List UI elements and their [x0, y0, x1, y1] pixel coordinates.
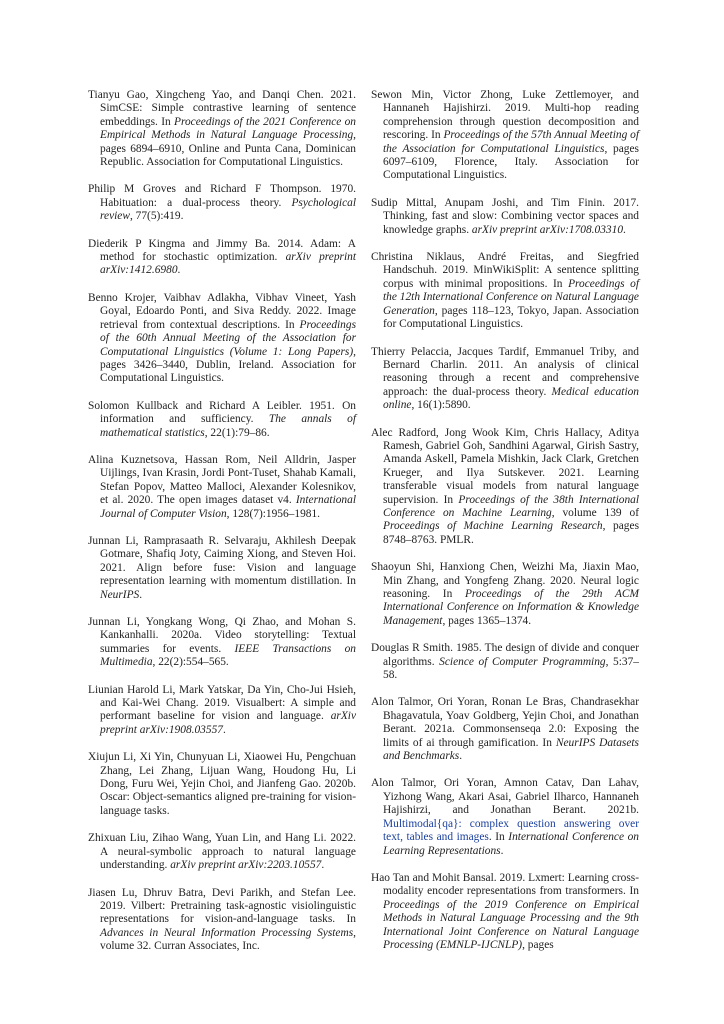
reference-text: , 22(2):554–565.	[152, 656, 229, 669]
reference-venue: NeurIPS Datasets and Benchmarks	[383, 736, 639, 763]
reference-text: , volume 32. Curran Associates, Inc.	[100, 926, 356, 953]
reference-entry	[88, 751, 356, 818]
reference-text: Sewon Min, Victor Zhong, Luke Zettlemoyer, and Hannaneh Hajishirzi. 2019. Multi-hop reading comprehension through question decomposition and rescoring. In	[371, 89, 639, 142]
reference-text: Jiasen Lu, Dhruv Batra, Devi Parikh, and Stefan Lee. 2019. Vilbert: Pretraining task-agnostic visiolinguistic representations for vision-and-language tasks. In	[88, 886, 356, 926]
reference-text: Alec Radford, Jong Wook Kim, Chris Hallacy, Aditya Ramesh, Gabriel Goh, Sandhini Agarwal, Girish Sastry, Amanda Askell, Pamela Mishkin, Jack Clark, Gretchen Krueger, and Ilya Sutskever. 2021. Learning transferable visual models from natural language supervision. In	[371, 426, 639, 506]
reference-entry	[371, 696, 639, 763]
reference-text: Tianyu Gao, Xingcheng Yao, and Danqi Chen. 2021. SimCSE: Simple contrastive learning of sentence embeddings. In	[88, 89, 356, 128]
reference-entry	[371, 427, 639, 548]
reference-text: , pages 6097–6109, Florence, Italy. Association for Computational Linguistics.	[383, 142, 639, 182]
reference-entry	[371, 197, 639, 237]
reference-text: , pages	[522, 938, 554, 951]
reference-entry	[88, 535, 356, 602]
reference-entry	[88, 454, 356, 521]
reference-venue: Psychological review	[100, 196, 356, 223]
reference-entry	[88, 238, 356, 278]
reference-text: , 77(5):419.	[129, 210, 184, 223]
reference-text: , pages 3426–3440, Dublin, Ireland. Association for Computational Linguistics.	[100, 345, 356, 385]
reference-text: , 16(1):5890.	[411, 399, 471, 412]
reference-venue: Proceedings of the 12th International Conference on Natural Language Generation	[383, 277, 639, 317]
reference-text: , pages 8748–8763. PMLR.	[383, 520, 639, 546]
reference-entry	[371, 561, 639, 628]
reference-text: Alon Talmor, Ori Yoran, Ronan Le Bras, Chandrasekhar Bhagavatula, Yoav Goldberg, Yejin Choi, and Jonathan Berant. 2021a. Commonsenseqa 2.0: Exposing the limits of ai through gamification. In	[371, 696, 639, 749]
reference-venue: arXiv preprint arXiv:1908.03557	[100, 710, 356, 736]
reference-text: Solomon Kullback and Richard A Leibler. 1951. On information and sufficiency.	[88, 399, 356, 426]
reference-text: Liunian Harold Li, Mark Yatskar, Da Yin, Cho-Jui Hsieh, and Kai-Wei Chang. 2019. Visualbert: A simple and performant baseline for vision and language.	[88, 683, 356, 723]
reference-text: Diederik P Kingma and Jimmy Ba. 2014. Adam: A method for stochastic optimization.	[88, 237, 356, 264]
reference-venue: International Conference on Learning Representations	[383, 831, 639, 857]
reference-entry	[371, 777, 639, 857]
reference-text: Hao Tan and Mohit Bansal. 2019. Lxmert: Learning cross-modality encoder representations from transformers. In	[371, 871, 639, 898]
reference-entry	[88, 616, 356, 670]
reference-text: . In	[488, 831, 509, 844]
reference-entry	[88, 684, 356, 738]
reference-text: .	[459, 750, 463, 763]
reference-venue: Proceedings of the 2019 Conference on Empirical Methods in Natural Language Processing and the 9th International Joint Conference on Natural Language Processing (EMNLP-IJCNLP)	[383, 898, 639, 951]
reference-venue: arXiv preprint arXiv:2203.10557	[170, 859, 322, 872]
reference-venue: The annals of mathematical statistics	[100, 413, 356, 439]
reference-entry	[88, 832, 356, 872]
reference-text: Alon Talmor, Ori Yoran, Amnon Catav, Dan Lahav, Yizhong Wang, Akari Asai, Gabriel Ilharco, Hannaneh Hajishirzi, and Jonathan Berant. 2021b.	[371, 777, 639, 817]
reference-venue: Medical education online	[383, 385, 640, 412]
reference-entry	[371, 346, 639, 413]
reference-entry	[88, 400, 356, 440]
reference-venue: International Journal of Computer Vision	[100, 494, 356, 520]
reference-text: Douglas R Smith. 1985. The design of divide and conquer algorithms.	[371, 642, 639, 668]
reference-text: Thierry Pelaccia, Jacques Tardif, Emmanuel Triby, and Bernard Charlin. 2011. An analysis of clinical reasoning through a recent and comprehensive approach: the dual-process theory.	[371, 345, 639, 398]
reference-text: Zhixuan Liu, Zihao Wang, Yuan Lin, and Hang Li. 2022. A neural-symbolic approach to natural language understanding.	[88, 832, 356, 872]
reference-link[interactable]: Multimodal{qa}: complex question answering over text, tables and images	[383, 817, 639, 844]
reference-entry	[88, 89, 356, 169]
reference-text: .	[321, 859, 325, 872]
reference-entry	[371, 251, 639, 331]
reference-text: .	[623, 223, 626, 236]
reference-venue: Proceedings of the 60th Annual Meeting of the Association for Computational Linguistics (Volume 1: Long Papers)	[100, 318, 356, 358]
reference-text: Shaoyun Shi, Hanxiong Chen, Weizhi Ma, Jiaxin Mao, Min Zhang, and Yongfeng Zhang. 2020. Neural logic reasoning. In	[371, 561, 639, 600]
references-right-column	[371, 89, 639, 966]
reference-entry	[88, 183, 356, 223]
reference-venue: Advances in Neural Information Processing Systems	[100, 926, 354, 939]
reference-text: , pages 118–123, Tokyo, Japan. Association for Computational Linguistics.	[383, 304, 639, 331]
reference-entry	[371, 89, 639, 183]
reference-text: .	[500, 844, 504, 857]
reference-venue: IEEE Transactions on Multimedia	[100, 642, 357, 669]
reference-text: , volume 139 of	[551, 506, 639, 519]
reference-entry	[88, 887, 356, 954]
reference-venue: Proceedings of the 57th Annual Meeting of the Association for Computational Linguistics	[383, 129, 639, 155]
reference-venue: Proceedings of the 29th ACM International Conference on Information & Knowledge Management	[383, 588, 639, 627]
reference-text: .	[222, 723, 226, 736]
reference-text: Philip M Groves and Richard F Thompson. 1970. Habituation: a dual-process theory.	[88, 183, 356, 209]
reference-text: , 128(7):1956–1981.	[226, 507, 321, 520]
reference-text: Sudip Mittal, Anupam Joshi, and Tim Finin. 2017. Thinking, fast and slow: Combining vector spaces and knowledge graphs.	[371, 196, 639, 236]
reference-venue: NeurIPS	[100, 588, 140, 601]
reference-entry	[88, 292, 356, 386]
reference-text: Alina Kuznetsova, Hassan Rom, Neil Alldrin, Jasper Uijlings, Ivan Krasin, Jordi Pont-Tuset, Shahab Kamali, Stefan Popov, Matteo Malloci, Alexander Kolesnikov, et al. 2020. The open images dataset v4.	[88, 453, 356, 507]
reference-entry	[371, 872, 639, 952]
references-left-column	[88, 89, 356, 968]
reference-venue: arXiv preprint arXiv:1708.03310	[471, 223, 624, 236]
reference-text: Junnan Li, Yongkang Wong, Qi Zhao, and Mohan S. Kankanhalli. 2020a. Video storytelling: Textual summaries for events.	[88, 616, 356, 655]
reference-text: Benno Krojer, Vaibhav Adlakha, Vibhav Vineet, Yash Goyal, Edoardo Ponti, and Siva Reddy. 2022. Image retrieval from contextual descriptions. In	[88, 291, 356, 331]
reference-text: , 22(1):79–86.	[204, 426, 270, 439]
reference-venue: Proceedings of Machine Learning Research	[383, 520, 603, 533]
reference-text: .	[177, 264, 181, 277]
reference-text: .	[139, 588, 143, 601]
reference-text: , pages 6894–6910, Online and Punta Cana, Dominican Republic. Association for Computational Linguistics.	[100, 129, 356, 169]
reference-text: Christina Niklaus, André Freitas, and Siegfried Handschuh. 2019. MinWikiSplit: A sentence splitting corpus with minimal propositions. In	[371, 251, 639, 290]
reference-venue: Proceedings of the 2021 Conference on Empirical Methods in Natural Language Processing	[100, 115, 357, 142]
reference-text: , pages 1365–1374.	[442, 614, 532, 627]
reference-text: , 5:37–58.	[383, 655, 639, 682]
reference-venue: Science of Computer Programming	[439, 655, 606, 668]
reference-text: Xiujun Li, Xi Yin, Chunyuan Li, Xiaowei Hu, Pengchuan Zhang, Lei Zhang, Lijuan Wang, Houdong Hu, Li Dong, Furu Wei, Yejin Choi, and Jianfeng Gao. 2020b. Oscar: Object-semantics aligned pre-training for vision-language tasks.	[88, 751, 356, 817]
reference-venue: arXiv preprint arXiv:1412.6980	[100, 251, 356, 277]
reference-entry	[371, 642, 639, 682]
reference-text: Junnan Li, Ramprasaath R. Selvaraju, Akhilesh Deepak Gotmare, Shafiq Joty, Caiming Xiong, and Steven Hoi. 2021. Align before fuse: Vision and language representation learning with momentum distillation. In	[88, 534, 356, 588]
reference-venue: Proceedings of the 38th International Conference on Machine Learning	[383, 493, 639, 519]
